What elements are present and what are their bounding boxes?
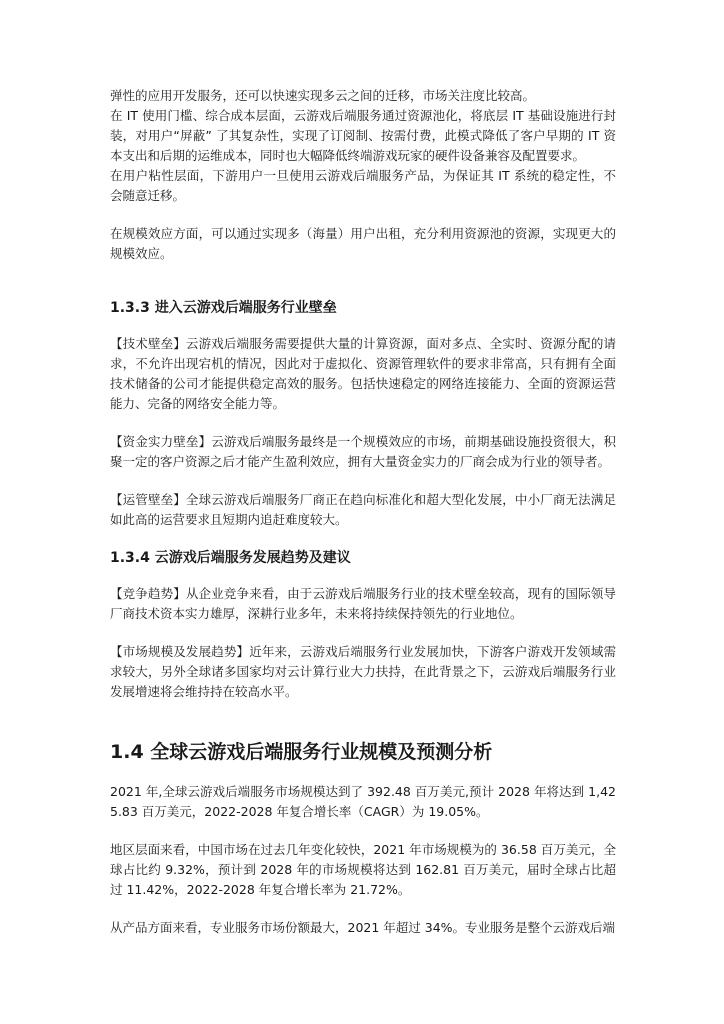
heading-1-4: 1.4 全球云游戏后端服务行业规模及预测分析 bbox=[110, 741, 493, 763]
spacer bbox=[110, 318, 616, 334]
paragraph-tech-barrier: 【技术壁垒】云游戏后端服务需要提供大量的计算资源，面对多点、全实时、资源分配的请求，不允许出现宕机的情况，因此对于虚拟化、资源管理软件的要求非常高，只有拥有全面技术储备的公司才能提供稳定高效的服务。包括快速稳定的网络连接能力、全面的资源运营能力、完备的网络安全能力等。 bbox=[110, 336, 616, 411]
heading-1-3-3: 1.3.3 进入云游戏后端服务行业壁垒 bbox=[110, 300, 337, 316]
spacer bbox=[110, 282, 616, 298]
spacer bbox=[110, 766, 616, 782]
spacer bbox=[110, 206, 616, 224]
paragraph-market-trend: 【市场规模及发展趋势】近年来，云游戏后端服务行业发展加快，下游客户游戏开发领域需求较大，另外全球诸多国家均对云计算行业大力扶持，在此背景之下，云游戏后端服务行业发展增速将会维持持在较高水平。 bbox=[110, 644, 616, 699]
paragraph-scale-effect: 在规模效应方面，可以通过实现多（海量）用户出租，充分利用资源池的资源，实现更大的规模效应。 bbox=[110, 226, 616, 261]
spacer bbox=[110, 264, 616, 282]
spacer bbox=[110, 822, 616, 840]
paragraph-product-analysis: 从产品方面来看，专业服务市场份额最大，2021 年超过 34%。专业服务是整个云游戏后端 bbox=[110, 920, 616, 935]
spacer bbox=[110, 720, 616, 738]
paragraph-intro-1: 弹性的应用开发服务，还可以快速实现多云之间的迁移，市场关注度比较高。 bbox=[110, 88, 536, 103]
paragraph-capital-barrier: 【资金实力壁垒】云游戏后端服务最终是一个规模效应的市场，前期基础设施投资很大，积聚一定的客户资源之后才能产生盈利效应，拥有大量资金实力的厂商会成为行业的领导者。 bbox=[110, 434, 616, 469]
spacer bbox=[110, 472, 616, 490]
spacer bbox=[110, 568, 616, 584]
paragraph-intro-3: 在用户粘性层面，下游用户一旦使用云游戏后端服务产品，为保证其 IT 系统的稳定性，不会随意迁移。 bbox=[110, 168, 616, 203]
spacer bbox=[110, 900, 616, 918]
heading-1-3-4: 1.3.4 云游戏后端服务发展趋势及建议 bbox=[110, 550, 351, 566]
paragraph-2021-market-size: 2021 年,全球云游戏后端服务市场规模达到了 392.48 百万美元,预计 2028 年将达到 1,425.83 百万美元，2022-2028 年复合增长率（CAGR）为 19.05%。 bbox=[110, 784, 616, 819]
spacer bbox=[110, 414, 616, 432]
spacer bbox=[110, 530, 616, 548]
spacer bbox=[110, 702, 616, 720]
paragraph-regional-analysis: 地区层面来看，中国市场在过去几年变化较快，2021 年市场规模为的 36.58 百万美元，全球占比约 9.32%，预计到 2028 年的市场规模将达到 162.81 百万美元，届时全球占比超过 11.42%，2022-2028 年复合增长率为 21.72%。 bbox=[110, 842, 616, 897]
paragraph-ops-barrier: 【运管壁垒】全球云游戏后端服务厂商正在趋向标准化和超大型化发展，中小厂商无法满足如此高的运营要求且短期内追赶难度较大。 bbox=[110, 492, 616, 527]
paragraph-competition-trend: 【竞争趋势】从企业竞争来看，由于云游戏后端服务行业的技术壁垒较高，现有的国际领导厂商技术资本实力雄厚，深耕行业多年，未来将持续保持领先的行业地位。 bbox=[110, 586, 616, 621]
paragraph-intro-2: 在 IT 使用门槛、综合成本层面，云游戏后端服务通过资源池化，将底层 IT 基础设施进行封装，对用户“屏蔽” 了其复杂性，实现了订阅制、按需付费，此模式降低了客户早期的 IT 资本支出和后期的运维成本，同时也大幅降低终端游戏玩家的硬件设备兼容及配置要求。 bbox=[110, 108, 616, 163]
spacer bbox=[110, 624, 616, 642]
document-page bbox=[110, 86, 616, 938]
